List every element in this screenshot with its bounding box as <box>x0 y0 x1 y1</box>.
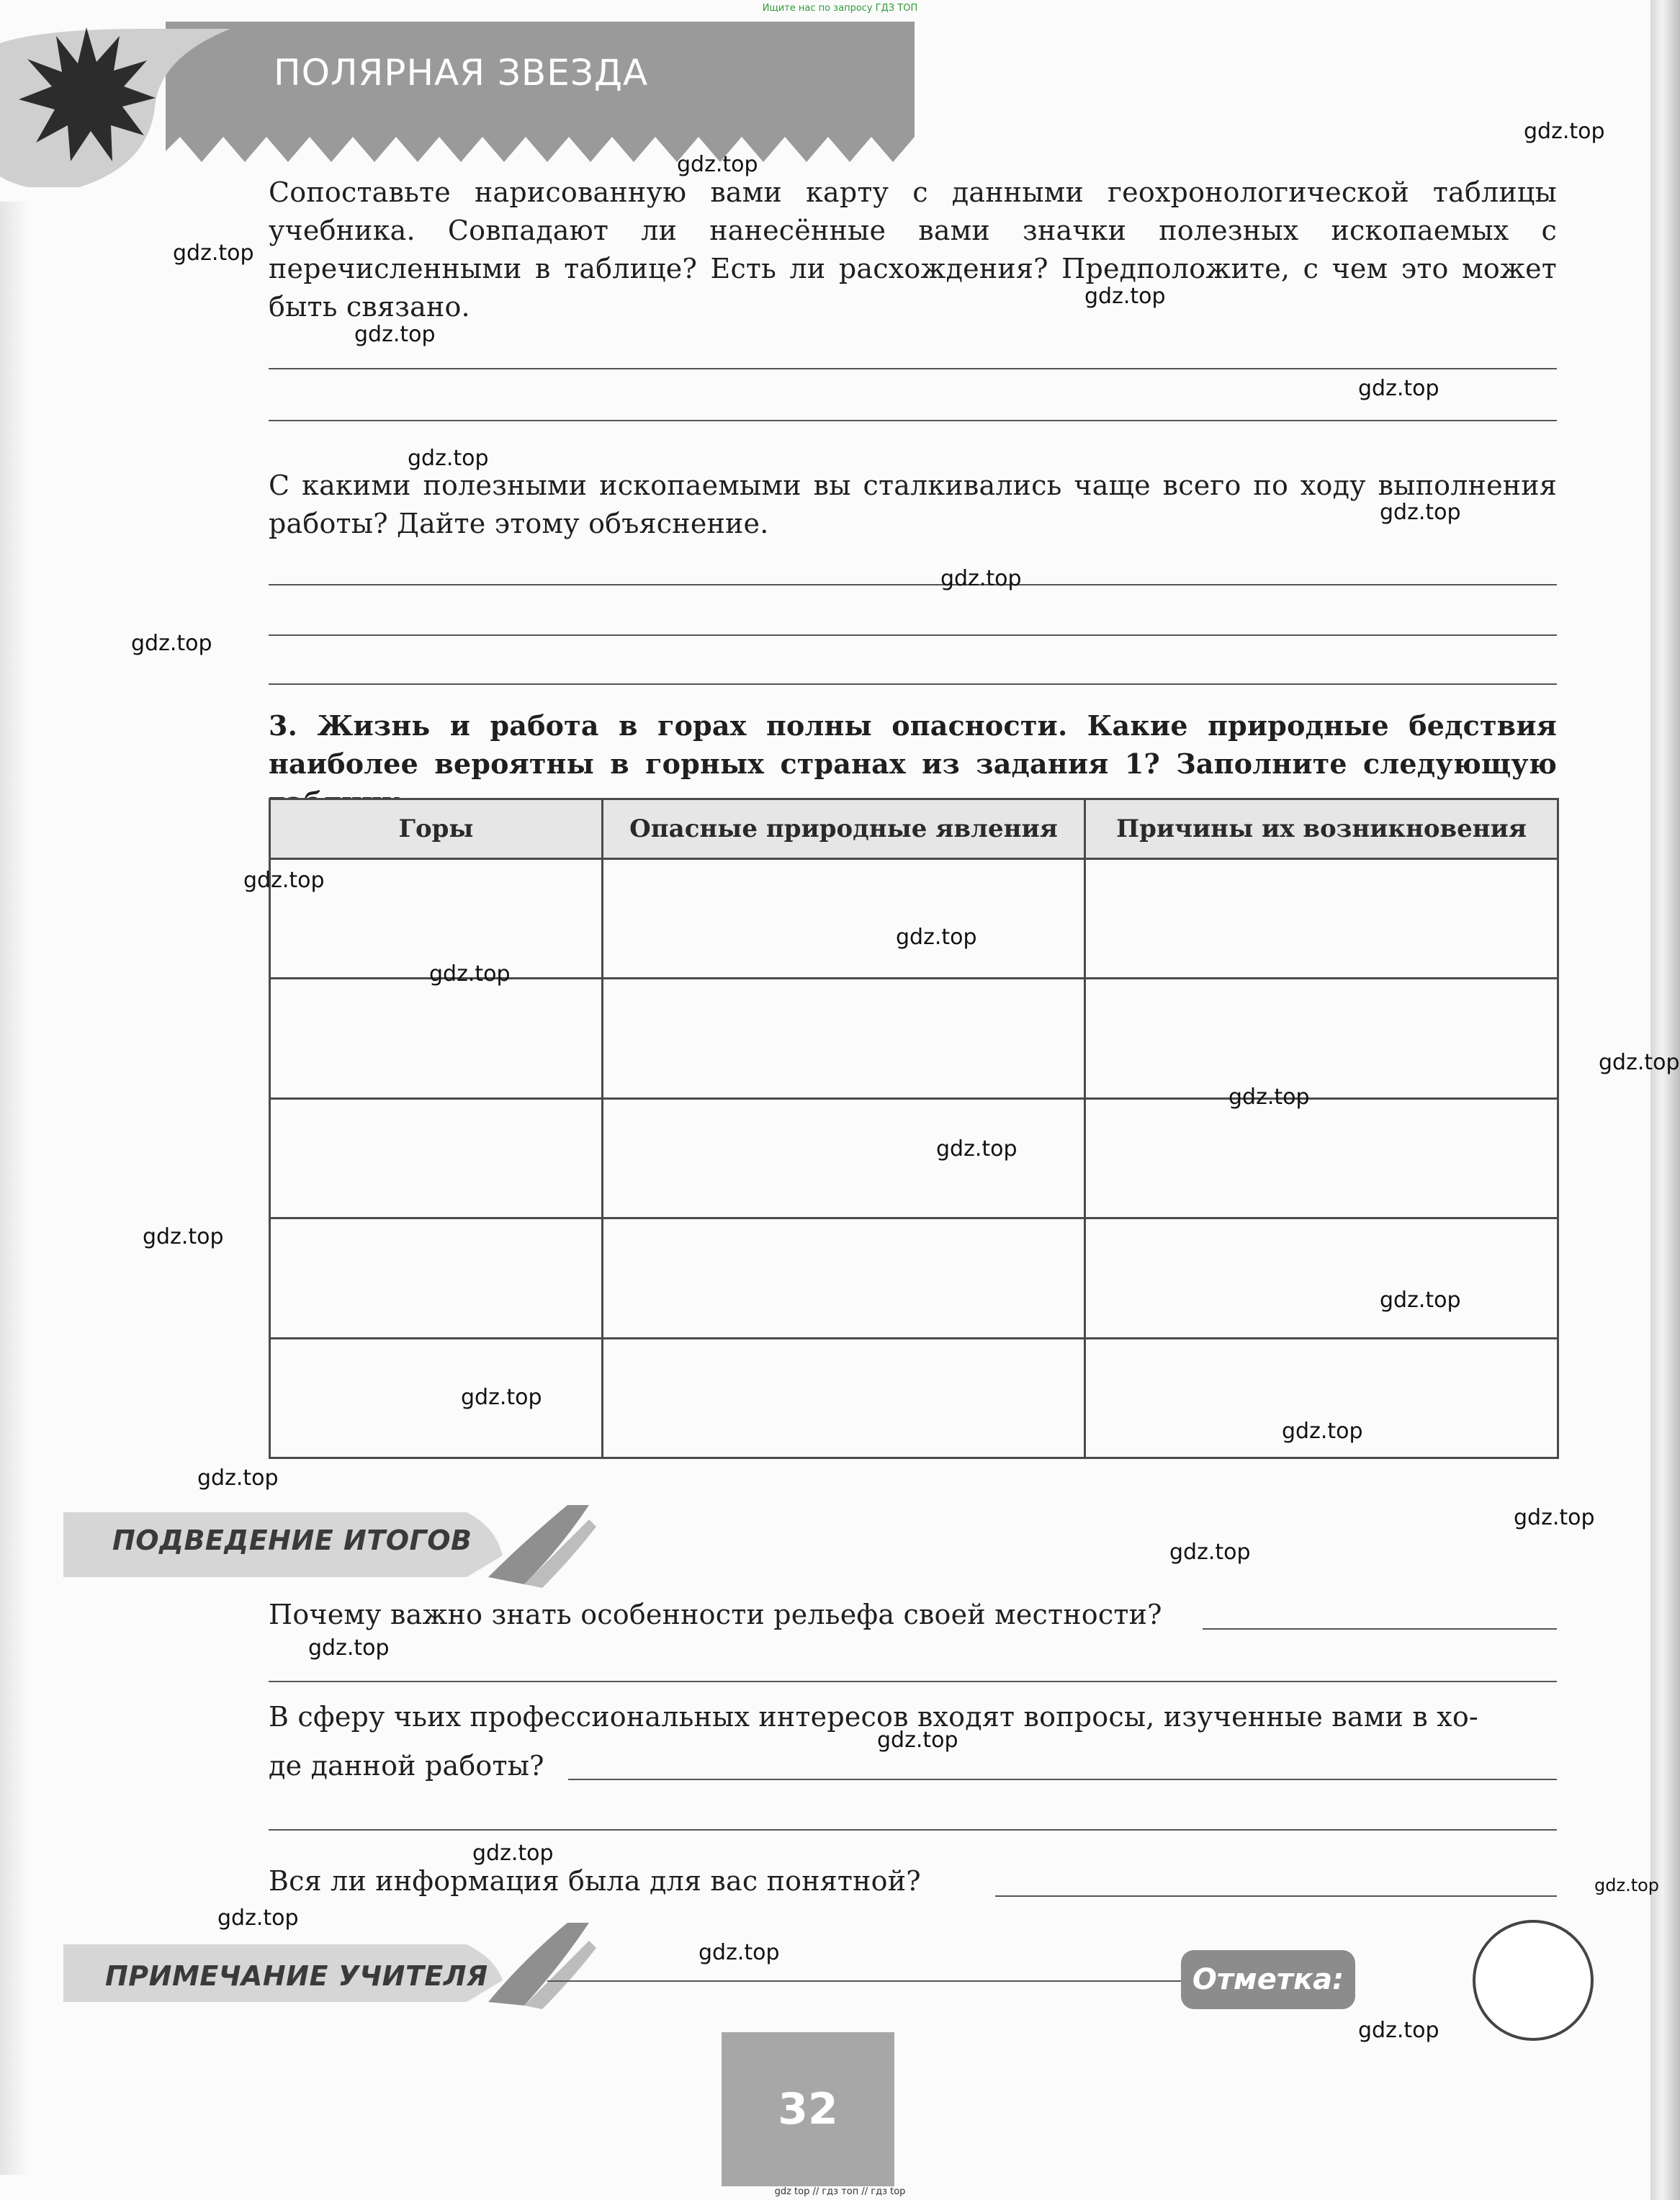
table-row <box>270 1098 1558 1218</box>
table-cell[interactable] <box>1085 1218 1558 1338</box>
page-number: 32 <box>778 2084 838 2134</box>
summary-question-relief: Почему важно знать особенности рельефа своей местности? <box>269 1599 1162 1630</box>
grade-label: Отметка: <box>1181 1950 1355 2009</box>
watermark: gdz.top <box>308 1635 390 1661</box>
teacher-note-label: ПРИМЕЧАНИЕ УЧИТЕЛЯ <box>105 1960 488 1992</box>
table-cell[interactable] <box>1085 1098 1558 1218</box>
grade-circle[interactable] <box>1473 1920 1594 2041</box>
answer-line[interactable] <box>269 1829 1557 1831</box>
answer-line[interactable] <box>568 1779 1557 1780</box>
watermark: gdz.top <box>429 961 511 987</box>
table-cell[interactable] <box>270 979 603 1098</box>
paragraph-compare-map: Сопоставьте нарисованную вами карту с данными геохронологической таблицы учебника. Совпадают ли нанесённые вами значки полезных ископаемых с перечисленными в таблице? Есть ли расхождения? Предположите, с чем это может быть связано. <box>269 176 1557 323</box>
table-header-hazards: Опасные природные явления <box>603 799 1085 859</box>
table-cell[interactable] <box>1085 859 1558 979</box>
answer-line[interactable] <box>269 683 1557 685</box>
watermark: gdz.top <box>354 322 436 347</box>
watermark: gdz.top <box>1380 1288 1461 1313</box>
watermark: gdz.top <box>877 1728 958 1753</box>
watermark: gdz.top <box>1084 284 1166 309</box>
answer-line[interactable] <box>269 634 1557 636</box>
answer-line[interactable] <box>995 1895 1557 1897</box>
summary-heading: ПОДВЕДЕНИЕ ИТОГОВ <box>112 1525 472 1556</box>
watermark: gdz.top <box>677 152 758 177</box>
summary-question-professions-line1: В сферу чьих профессиональных интересов входят вопросы, изученные вами в хо- <box>269 1701 1478 1733</box>
watermark: gdz.top <box>131 631 212 656</box>
watermark: gdz.top <box>173 241 254 266</box>
watermark: gdz.top <box>1514 1505 1595 1530</box>
watermark: gdz.top <box>1380 500 1461 525</box>
table-cell[interactable] <box>603 979 1085 1098</box>
answer-line[interactable] <box>269 368 1557 369</box>
watermark: gdz.top <box>472 1841 554 1866</box>
table-row <box>270 979 1558 1098</box>
paragraph-minerals: С какими полезными ископаемыми вы сталкивались чаще всего по ходу выполнения работы? Дайте этому объяснение. <box>269 470 1557 539</box>
table-row <box>270 859 1558 979</box>
watermark: gdz.top <box>461 1385 542 1410</box>
table-cell[interactable] <box>270 1218 603 1338</box>
watermark: gdz.top <box>1358 376 1439 401</box>
page-number-tab <box>722 2032 894 2186</box>
watermark: gdz.top <box>1599 1050 1680 1075</box>
watermark: gdz.top <box>143 1224 224 1249</box>
watermark: gdz.top <box>698 1940 780 1965</box>
table-cell[interactable] <box>1085 979 1558 1098</box>
table-header-causes: Причины их возникновения <box>1085 799 1558 859</box>
table-cell[interactable] <box>270 1338 603 1458</box>
watermark: gdz.top <box>1169 1540 1251 1565</box>
hazards-table <box>269 798 1559 1459</box>
answer-line[interactable] <box>269 420 1557 421</box>
watermark: gdz.top <box>217 1905 299 1931</box>
table-row <box>270 1218 1558 1338</box>
answer-line[interactable] <box>269 584 1557 585</box>
watermark: gdz.top <box>1358 2018 1439 2043</box>
table-cell[interactable] <box>603 1338 1085 1458</box>
watermark: gdz.top <box>1594 1875 1660 1895</box>
table-cell[interactable] <box>270 1098 603 1218</box>
bottom-note: gdz top // гдз топ // гдз top <box>774 2186 906 2197</box>
watermark: gdz.top <box>1282 1419 1363 1444</box>
watermark: gdz.top <box>1228 1085 1310 1110</box>
watermark: gdz.top <box>940 566 1022 591</box>
top-note: Ищите нас по запросу ГДЗ ТОП <box>762 3 918 14</box>
summary-question-understood: Вся ли информация была для вас понятной? <box>269 1865 921 1897</box>
teacher-note-ribbon <box>63 1901 596 2009</box>
page-shadow-left <box>0 202 29 2175</box>
table-header-mountains: Горы <box>270 799 603 859</box>
watermark: gdz.top <box>1524 119 1605 144</box>
summary-question-professions-line2: де данной работы? <box>269 1750 544 1782</box>
watermark: gdz.top <box>896 925 977 950</box>
task-3-text: 3. Жизнь и работа в горах полны опасности. Какие природные бедствия наиболее вероятны в горных странах из задания 1? Заполните следующую <box>269 709 1557 780</box>
watermark: gdz.top <box>243 868 325 893</box>
watermark: gdz.top <box>936 1136 1018 1162</box>
table-cell[interactable] <box>603 1218 1085 1338</box>
answer-line[interactable] <box>1203 1628 1557 1630</box>
page-binding-edge <box>1650 0 1680 2200</box>
header-title: ПОЛЯРНАЯ ЗВЕЗДА <box>274 52 649 94</box>
watermark: gdz.top <box>408 446 489 471</box>
table-header-row <box>270 799 1558 859</box>
answer-line[interactable] <box>269 1681 1557 1682</box>
polar-star-icon <box>14 22 158 166</box>
teacher-note-line[interactable] <box>547 1980 1181 1982</box>
watermark: gdz.top <box>197 1465 279 1491</box>
table-cell[interactable] <box>603 859 1085 979</box>
